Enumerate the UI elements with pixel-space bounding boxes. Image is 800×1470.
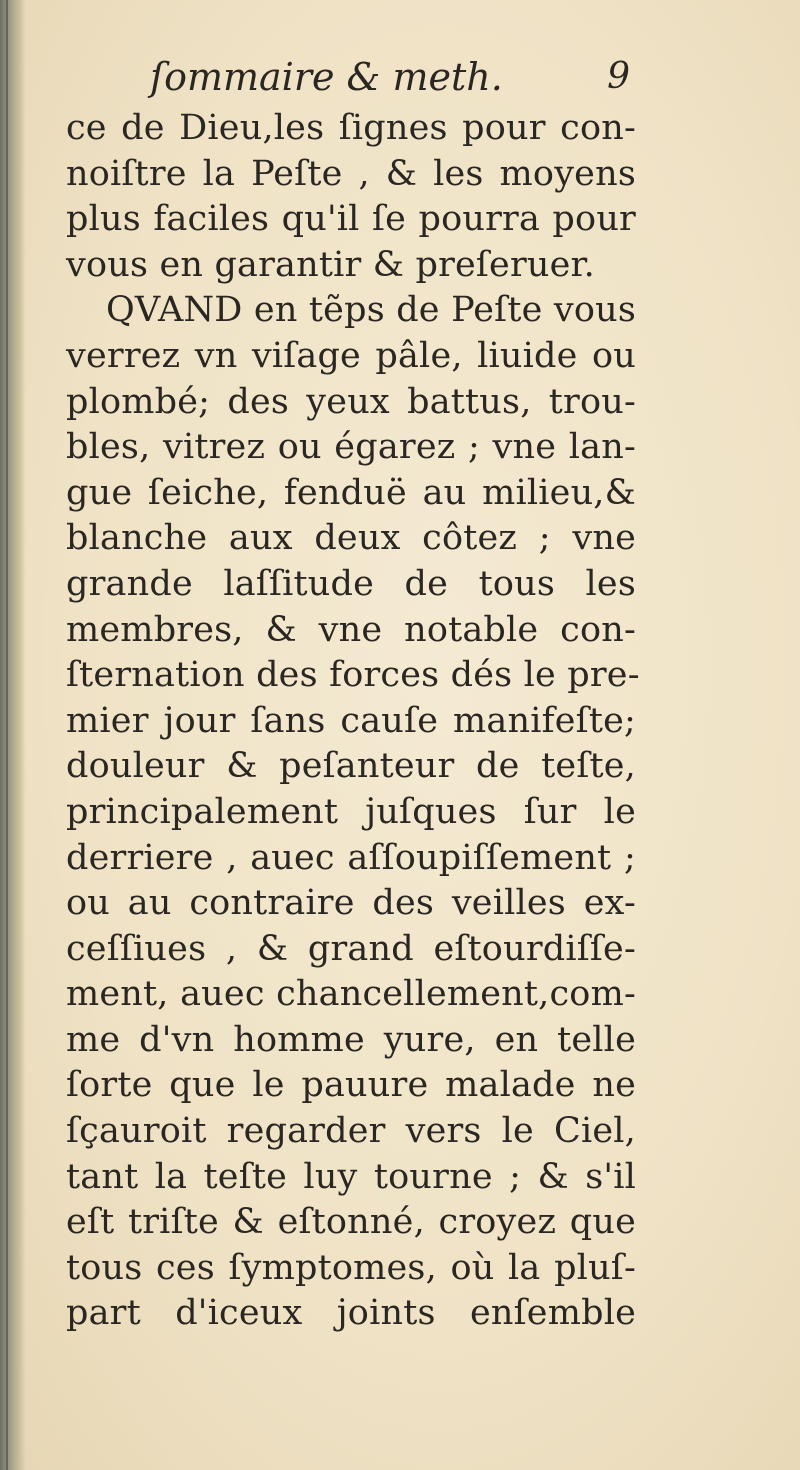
text-line: ment, auec chancellement,com- (66, 974, 636, 1015)
text-line: douleur & peſanteur de teſte, (66, 746, 636, 787)
text-line: QVAND en tẽps de Peſte vous (106, 290, 636, 331)
running-head-title: ſommaire & meth. (150, 55, 503, 99)
text-line: principalement juſques ſur le (66, 791, 636, 832)
text-line: vous en garantir & preſeruer. (66, 244, 595, 285)
text-line: mier jour ſans cauſe manifeſte; (66, 700, 636, 741)
page-number: 9 (607, 56, 630, 97)
book-spine-shadow (0, 0, 26, 1470)
text-line: derriere , auec aſſoupiſſement ; (66, 837, 636, 878)
text-line: plus faciles qu'il ſe pourra pour (66, 199, 636, 240)
text-line: tous ces ſymptomes, où la pluſ- (66, 1247, 636, 1288)
text-line: bles, vitrez ou égarez ; vne lan- (66, 427, 636, 468)
text-line: tant la teſte luy tourne ; & s'il (66, 1156, 636, 1197)
running-head (66, 48, 636, 106)
text-line: part d'iceux joints enſemble (66, 1293, 636, 1334)
text-line: noiſtre la Peſte , & les moyens (66, 153, 636, 194)
text-block (66, 48, 640, 1337)
text-line: ſorte que le pauure malade ne (66, 1065, 636, 1106)
text-line: me d'vn homme yure, en telle (66, 1019, 636, 1060)
text-line: verrez vn viſage pâle, liuide ou (66, 335, 636, 376)
text-line: plombé; des yeux battus, trou- (66, 381, 636, 422)
text-line: ceſſiues , & grand eſtourdiſſe- (66, 928, 636, 969)
text-line: grande laſſitude de tous les (66, 563, 636, 604)
text-line: eſt triſte & eſtonné, croyez que (66, 1202, 636, 1243)
text-line: membres, & vne notable con- (66, 609, 636, 650)
text-line: ou au contraire des veilles ex- (66, 883, 636, 924)
text-line: ſçauroit regarder vers le Ciel, (66, 1111, 636, 1152)
text-line: gue ſeiche, fenduë au milieu,& (66, 472, 636, 513)
text-line: blanche aux deux côtez ; vne (66, 518, 636, 559)
text-line: ſternation des forces dés le pre- (66, 655, 640, 696)
text-line: ce de Dieu,les ſignes pour con- (66, 108, 636, 148)
binding-edge (6, 0, 8, 1470)
